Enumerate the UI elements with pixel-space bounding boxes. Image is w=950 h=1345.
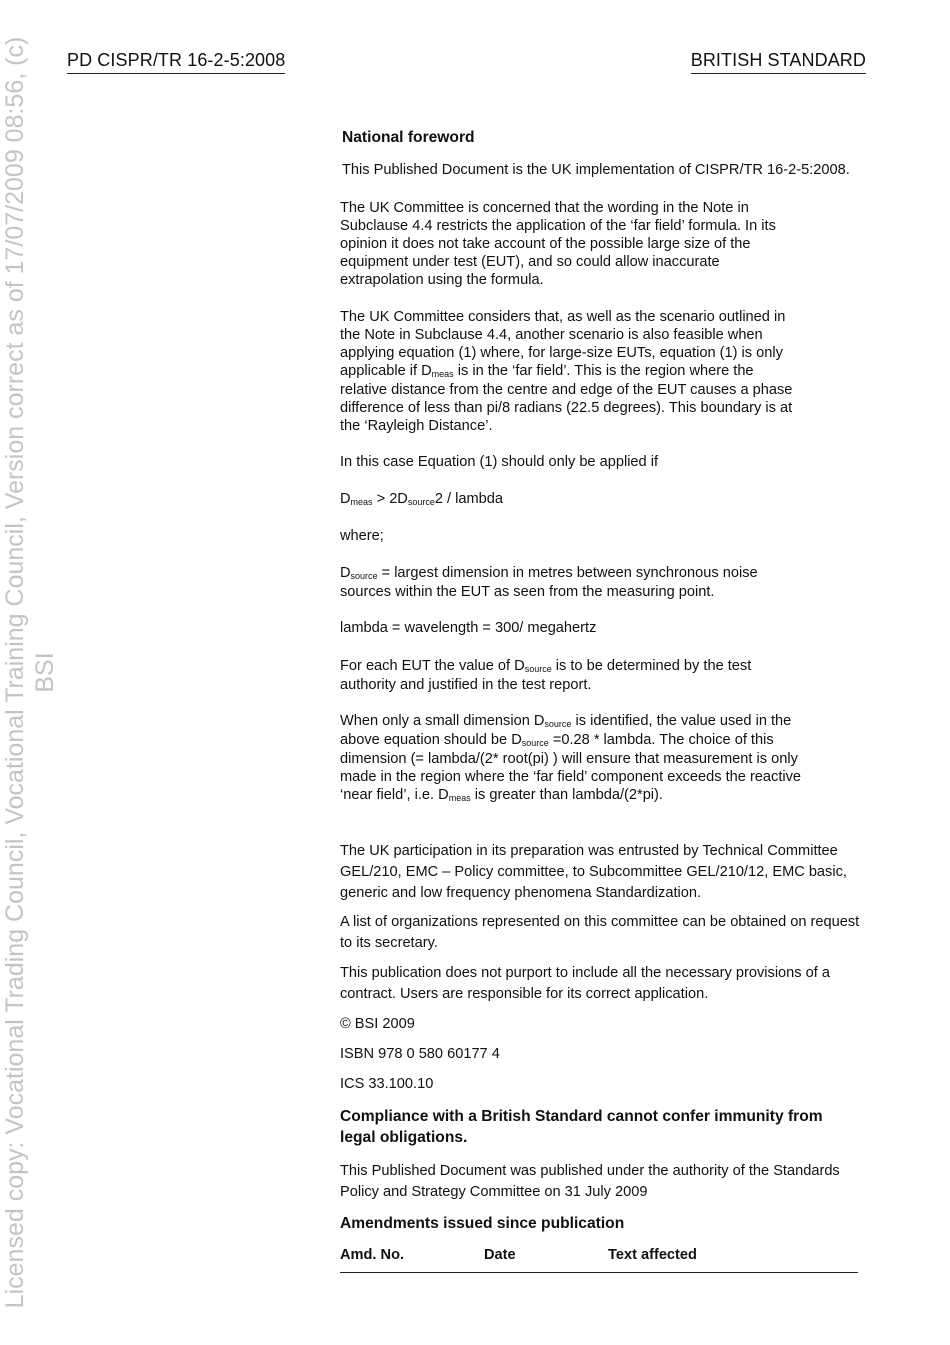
amendments-header-row [340, 1243, 858, 1273]
lambda-definition: lambda = wavelength = 300/ megahertz [340, 620, 597, 636]
amendments-table [340, 1243, 858, 1279]
publication-authority: This Published Document was published under the authority of the Standards Policy and Strategy Committee on 31 July 2009 [340, 1163, 840, 1200]
amendments-empty-row [340, 1273, 858, 1280]
column-text-affected: Text affected [608, 1243, 858, 1273]
organizations-paragraph: A list of organizations represented on this committee can be obtained on request to its secretary. [340, 914, 860, 951]
column-amd-no: Amd. No. [340, 1243, 484, 1273]
license-watermark [0, 0, 80, 1345]
small-dimension-paragraph: When only a small dimension $D_{source}$ is identified, the value used in the above equation should be $D_{source} =0.28$ * lambda. The choice of this dimension (= lambda/(2* root(pi) ) will ensure that measurement is only made in the region where the ‘far field’ component exceeds the reactive ‘near field’, i.e. $D_{meas}$ is greater than lambda/(2*pi). [340, 713, 802, 803]
foreword-intro: This Published Document is the UK implementation of CISPR/TR 16-2-5:2008. [342, 162, 850, 178]
isbn-line: ISBN 978 0 580 60177 4 [340, 1046, 500, 1062]
watermark-line-1: Licensed copy: Vocational Trading Council, Vocational Training Council, Version correct as of 17/07/2009 08:56, (c) [1, 36, 29, 1309]
ics-line: ICS 33.100.10 [340, 1076, 434, 1092]
where-label: where; [340, 528, 384, 544]
participation-paragraph: The UK participation in its preparation was entrusted by Technical Committee GEL/210, EMC – Policy committee, to Subcommittee GEL/210/12, EMC basic, generic and low frequency phenomena Standardization. [340, 843, 847, 901]
watermark-line-2: BSI [31, 652, 59, 693]
dsource-definition: $D_{source}$ = largest dimension in metres between synchronous noise sources within the EUT as seen from the measuring point. [340, 565, 758, 600]
test-authority-paragraph: For each EUT the value of $D_{source}$ is to be determined by the test authority and justified in the test report. [340, 658, 752, 693]
header-document-number: PD CISPR/TR 16-2-5:2008 [67, 50, 285, 74]
column-date: Date [484, 1243, 608, 1273]
condition-paragraph: In this case Equation (1) should only be applied if [340, 454, 659, 470]
copyright-line: © BSI 2009 [340, 1016, 415, 1032]
header-publisher: BRITISH STANDARD [691, 50, 866, 74]
compliance-statement: Compliance with a British Standard cannot confer immunity from legal obligations. [340, 1108, 823, 1146]
concern-paragraph: The UK Committee is concerned that the wording in the Note in Subclause 4.4 restricts the application of the ‘far field’ formula. In its opinion it does not take account of the possible large size of the equipment under test (EUT), and so could allow inaccurate extrapolation using the formula. [340, 200, 776, 288]
disclaimer-paragraph: This publication does not purport to include all the necessary provisions of a contract. Users are responsible for its correct application. [340, 965, 830, 1002]
amendments-title: Amendments issued since publication [340, 1215, 625, 1232]
scenario-paragraph: The UK Committee considers that, as well as the scenario outlined in the Note in Subclause 4.4, another scenario is also feasible when applying equation (1) where, for large-size EUTs, equation (1) is only applicable if $D_{meas}$ is in the ‘far field’. This is the region where the relative distance from the centre and edge of the EUT causes a phase difference of less than pi/8 radians (22.5 degrees). This boundary is at the ‘Rayleigh Distance’. [340, 309, 793, 434]
rayleigh-equation: $D_{meas} > 2D_{source}2$ / lambda [340, 491, 504, 507]
foreword-title: National foreword [342, 129, 475, 146]
